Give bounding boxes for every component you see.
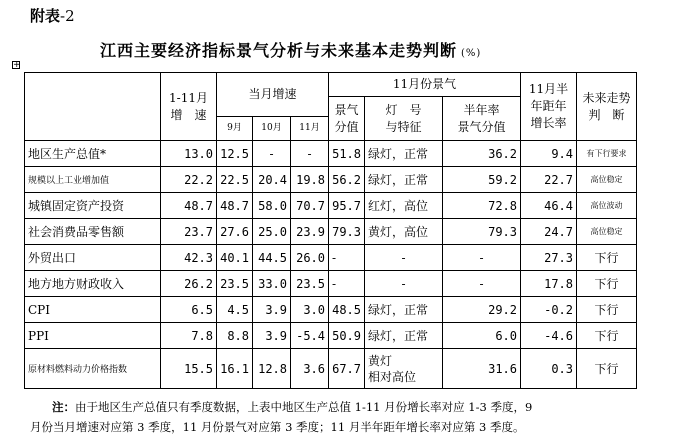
table-move-handle-icon[interactable]: + [13, 60, 21, 70]
table-row: 规模以上工业增加值 22.2 22.5 20.4 19.8 56.2 绿灯，正常 59.2 22.7 高位稳定 [25, 167, 637, 193]
table-row: 社会消费品零售额 23.7 27.6 25.0 23.9 79.3 黄灯，高位 79.3 24.7 高位稳定 [25, 219, 637, 245]
header-monthly-growth: 当月增速 [217, 73, 329, 117]
header-half-year-growth: 11月半 年距年 增长率 [521, 73, 577, 141]
table-row: 外贸出口 42.3 40.1 44.5 26.0 - - - 27.3 下行 [25, 245, 637, 271]
header-future-trend: 未来走势 判 断 [577, 73, 637, 141]
header-oct: 10月 [253, 117, 291, 141]
table-row: CPI 6.5 4.5 3.9 3.0 48.5 绿灯，正常 29.2 -0.2 下行 [25, 297, 637, 323]
header-sep: 9月 [217, 117, 253, 141]
table-row: 地方地方财政收入 26.2 23.5 33.0 23.5 - - - 17.8 下行 [25, 271, 637, 297]
footnote: 注：由于地区生产总值只有季度数据，上表中地区生产总值 1-11 月份增长率对应 1-3 季度，9 月份当月增速对应第 3 季度，11 月份景气对应第 3 季度；11 月半年距年增长率对应第 3 季度。 [30, 400, 533, 434]
table-row: 原材料燃料动力价格指数 15.5 16.1 12.8 3.6 67.7 黄灯 相对高位 31.6 0.3 下行 [25, 349, 637, 389]
table-row: PPI 7.8 8.8 3.9 -5.4 50.9 绿灯，正常 6.0 -4.6 下行 [25, 323, 637, 349]
unit-label: (%) [461, 48, 482, 59]
table-row: 地区生产总值* 13.0 12.5 - - 51.8 绿灯，正常 36.2 9.4 有下行要求 [25, 141, 637, 167]
header-indicator [25, 73, 161, 141]
header-ytd-growth: 1-11月 增 速 [161, 73, 217, 141]
header-half-rate-score: 半年率 景气分值 [443, 97, 521, 141]
header-climate-score: 景气 分值 [329, 97, 365, 141]
header-nov-climate: 11月份景气 [329, 73, 521, 97]
table-title: 江西主要经济指标景气分析与未来基本走势判断 (%) [100, 41, 482, 60]
header-nov: 11月 [291, 117, 329, 141]
appendix-tag: 附表-2 [30, 7, 75, 25]
header-lamp: 灯 号 与特征 [365, 97, 443, 141]
table-row: 城镇固定资产投资 48.7 48.7 58.0 70.7 95.7 红灯，高位 72.8 46.4 高位波动 [25, 193, 637, 219]
economic-indicators-table [24, 72, 637, 389]
